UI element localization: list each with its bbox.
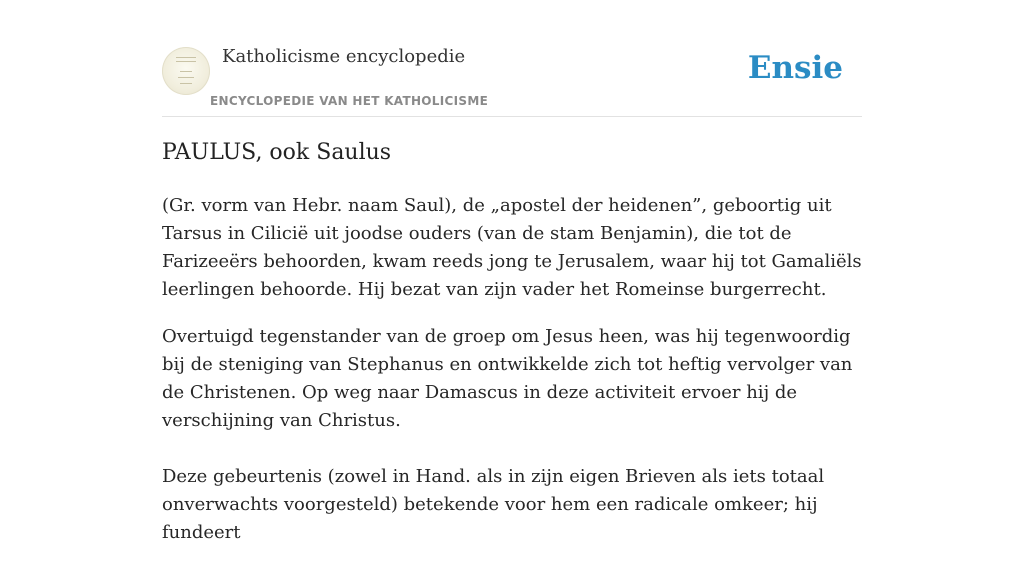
site-header [162,0,862,117]
page [162,0,862,543]
article-paragraph: Deze gebeurtenis (zowel in Hand. als in zijn eigen Brieven als iets totaal onverwachts voorgesteld) betekende voor hem een radicale omkeer; hij fundeert [162,466,825,543]
site-name[interactable]: Katholicisme encyclopedie [222,46,466,67]
article-paragraph: (Gr. vorm van Hebr. naam Saul), de „apostel der heidenen”, geboortig uit Tarsus in Cilicië uit joodse ouders (van de stam Benjamin), die tot de Farizeeërs behoorden, kwam reeds jong te Jerusalem, waar hij tot Gamaliëls leerlingen behoorde. Hij bezat van zijn vader het Romeinse burgerrecht. [162,195,862,300]
site-subtitle: ENCYCLOPEDIE VAN HET KATHOLICISME [210,94,489,108]
article-paragraph: Overtuigd tegenstander van de groep om Jesus heen, was hij tegenwoordig bij de steniging van Stephanus en ontwikkelde zich tot heftig vervolger van de Christenen. Op weg naar Damascus in deze activiteit ervoer hij de verschijning van Christus. [162,326,853,431]
article-body [162,192,862,566]
article-title: PAULUS, ook Saulus [162,140,392,165]
encyclopedia-cover-icon[interactable] [162,47,210,95]
ensie-logo[interactable]: Ensie [747,50,843,86]
